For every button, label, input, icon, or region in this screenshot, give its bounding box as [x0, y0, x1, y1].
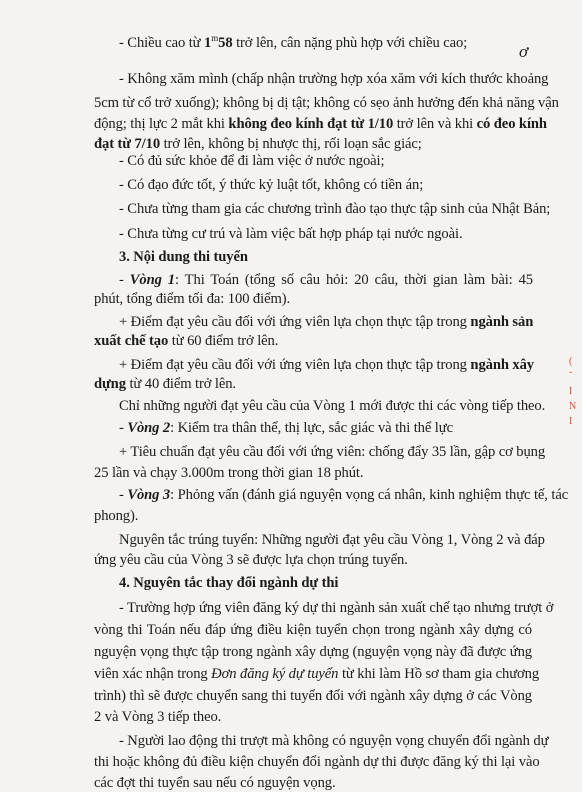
- bold-text: xuất chế tạo: [94, 333, 169, 349]
- text-run: Nguyên tắc trúng tuyển: Những người đạt yêu cầu Vòng 1, Vòng 2 và đáp: [119, 532, 545, 548]
- text-line: [94, 643, 532, 661]
- bold-text: không đeo kính đạt từ 1/10: [228, 116, 394, 132]
- text-line: [94, 135, 422, 153]
- margin-glyph: I: [569, 416, 573, 427]
- text-line: [119, 574, 338, 592]
- text-run: từ khi làm Hồ sơ tham gia chương: [338, 666, 540, 682]
- text-run: trở lên và khi: [393, 116, 477, 132]
- margin-glyph: ˇ: [569, 371, 573, 382]
- text-run: - Chưa từng cư trú và làm việc bất hợp pháp tại nước ngoài.: [119, 226, 463, 242]
- text-run: phút, tổng điểm tối đa: 100 điểm).: [94, 291, 291, 307]
- text-run: + Điểm đạt yêu cầu đối với ứng viên lựa chọn thực tập trong: [119, 357, 471, 373]
- text-line: [119, 397, 545, 415]
- text-line: [94, 708, 221, 726]
- text-line: [119, 225, 463, 243]
- text-run: -: [119, 487, 128, 503]
- text-line: [119, 443, 546, 461]
- text-run: - Chưa từng tham gia các chương trình đào tạo thực tập sinh của Nhật Bản;: [119, 201, 551, 217]
- bold-text: 3. Nội dung thi tuyển: [119, 249, 248, 265]
- text-line: [119, 200, 550, 218]
- text-run: động; thị lực 2 mắt khi: [94, 116, 229, 132]
- text-line: [119, 531, 545, 549]
- bold-text: Vòng 3: [127, 487, 171, 503]
- text-run: : Kiểm tra thân thể, thị lực, sắc giác và thi thể lực: [170, 420, 453, 436]
- text-run: 5cm từ cổ trở xuống); không bị dị tật; không có sẹo ảnh hưởng đến khả năng vận: [94, 95, 559, 111]
- text-line: [119, 70, 549, 88]
- italic-text: Đơn đăng ký dự tuyển: [211, 666, 339, 682]
- text-run: phong).: [94, 508, 139, 524]
- text-line: [119, 732, 549, 750]
- text-run: 25 lần và chạy 3.000m trong thời gian 18 phút.: [94, 465, 364, 481]
- text-run: -: [119, 272, 130, 288]
- text-run: - Có đạo đức tốt, ý thức kỷ luật tốt, không có tiền án;: [119, 177, 424, 193]
- text-run: các đợt thi tuyển sau nếu có nguyện vọng.: [94, 775, 336, 791]
- bold-text: đạt từ 7/10: [94, 136, 161, 152]
- text-run: : Thi Toán (tổng số câu hỏi: 20 câu, thời gian làm bài: 45: [175, 272, 533, 288]
- text-line: [119, 486, 569, 504]
- text-line: [94, 94, 559, 112]
- text-run: m: [211, 33, 219, 43]
- text-run: - Có đủ sức khỏe để đi làm việc ở nước ngoài;: [119, 153, 385, 169]
- text-run: trình) thì sẽ được chuyển sang thi tuyển đối với ngành xây dựng ở các Vòng: [94, 688, 532, 704]
- text-line: [94, 621, 532, 639]
- margin-annotation: [569, 356, 581, 436]
- text-line: [94, 551, 408, 569]
- text-line: [119, 419, 453, 437]
- text-run: -: [119, 420, 128, 436]
- text-line: [119, 599, 554, 617]
- text-line: [94, 332, 278, 350]
- bold-text: có đeo kính: [476, 116, 547, 132]
- text-line: [94, 290, 290, 308]
- text-line: [119, 176, 423, 194]
- text-run: trở lên, cân nặng phù hợp với chiều cao;: [232, 35, 468, 51]
- text-run: + Điểm đạt yêu cầu đối với ứng viên lựa chọn thực tập trong: [119, 314, 471, 330]
- bold-text: dựng: [94, 376, 126, 392]
- bold-text: 58: [218, 35, 233, 51]
- text-line: [119, 152, 384, 170]
- text-run: - Chiều cao từ: [119, 35, 205, 51]
- text-line: [119, 34, 467, 52]
- text-run: vòng thi Toán nếu đáp ứng điều kiện tuyển chọn trong ngành xây dựng có: [94, 622, 532, 638]
- text-run: viên xác nhận trong: [94, 666, 212, 682]
- text-run: từ 40 điểm trở lên.: [125, 376, 236, 392]
- text-run: trở lên, không bị nhược thị, rối loạn sắc giác;: [160, 136, 422, 152]
- text-line: [94, 687, 532, 705]
- text-run: ứng yêu cầu của Vòng 3 sẽ được lựa chọn trúng tuyển.: [94, 552, 408, 568]
- text-run: 2 và Vòng 3 tiếp theo.: [94, 709, 222, 725]
- text-run: Chỉ những người đạt yêu cầu của Vòng 1 mới được thi các vòng tiếp theo.: [119, 398, 546, 414]
- text-run: - Người lao động thi trượt mà không có nguyện vọng chuyển đổi ngành dự: [119, 733, 549, 749]
- bold-text: 1: [204, 35, 212, 51]
- bold-text: ngành xây: [470, 357, 535, 373]
- text-run: - Trường hợp ứng viên đăng ký dự thi ngành sản xuất chế tạo nhưng trượt ở: [119, 600, 554, 616]
- text-line: [94, 774, 336, 792]
- bold-text: 4. Nguyên tắc thay đổi ngành dự thi: [119, 575, 339, 591]
- text-line: [94, 507, 138, 525]
- text-line: [94, 464, 363, 482]
- text-line: [94, 375, 236, 393]
- text-line: [119, 271, 533, 289]
- bold-text: Vòng 1: [129, 272, 175, 288]
- text-run: - Không xăm mình (chấp nhận trường hợp xóa xăm với kích thước khoảng: [119, 71, 549, 87]
- margin-glyph: (: [569, 356, 573, 367]
- text-line: [119, 248, 248, 266]
- text-run: từ 60 điểm trở lên.: [168, 333, 279, 349]
- margin-glyph: N: [569, 401, 577, 412]
- margin-glyph: I: [569, 386, 573, 397]
- text-line: [94, 753, 540, 771]
- text-line: [94, 665, 540, 683]
- text-line: [119, 356, 533, 374]
- text-run: : Phỏng vấn (đánh giá nguyện vọng cá nhân, kinh nghiệm thực tế, tác: [170, 487, 569, 503]
- bold-text: Vòng 2: [127, 420, 171, 436]
- text-line: [94, 115, 547, 133]
- text-line: [119, 313, 533, 331]
- text-run: + Tiêu chuẩn đạt yêu cầu đối với ứng viên: chống đẩy 35 lần, gập cơ bụng: [119, 444, 546, 460]
- text-run: thi hoặc không đủ điều kiện chuyển đổi ngành dự thi được đăng ký thi lại vào: [94, 754, 540, 770]
- page-mark: ơ: [519, 42, 529, 61]
- bold-text: ngành sản: [470, 314, 534, 330]
- text-run: nguyện vọng thực tập trong ngành xây dựng (nguyện vọng này đã được ứng: [94, 644, 532, 660]
